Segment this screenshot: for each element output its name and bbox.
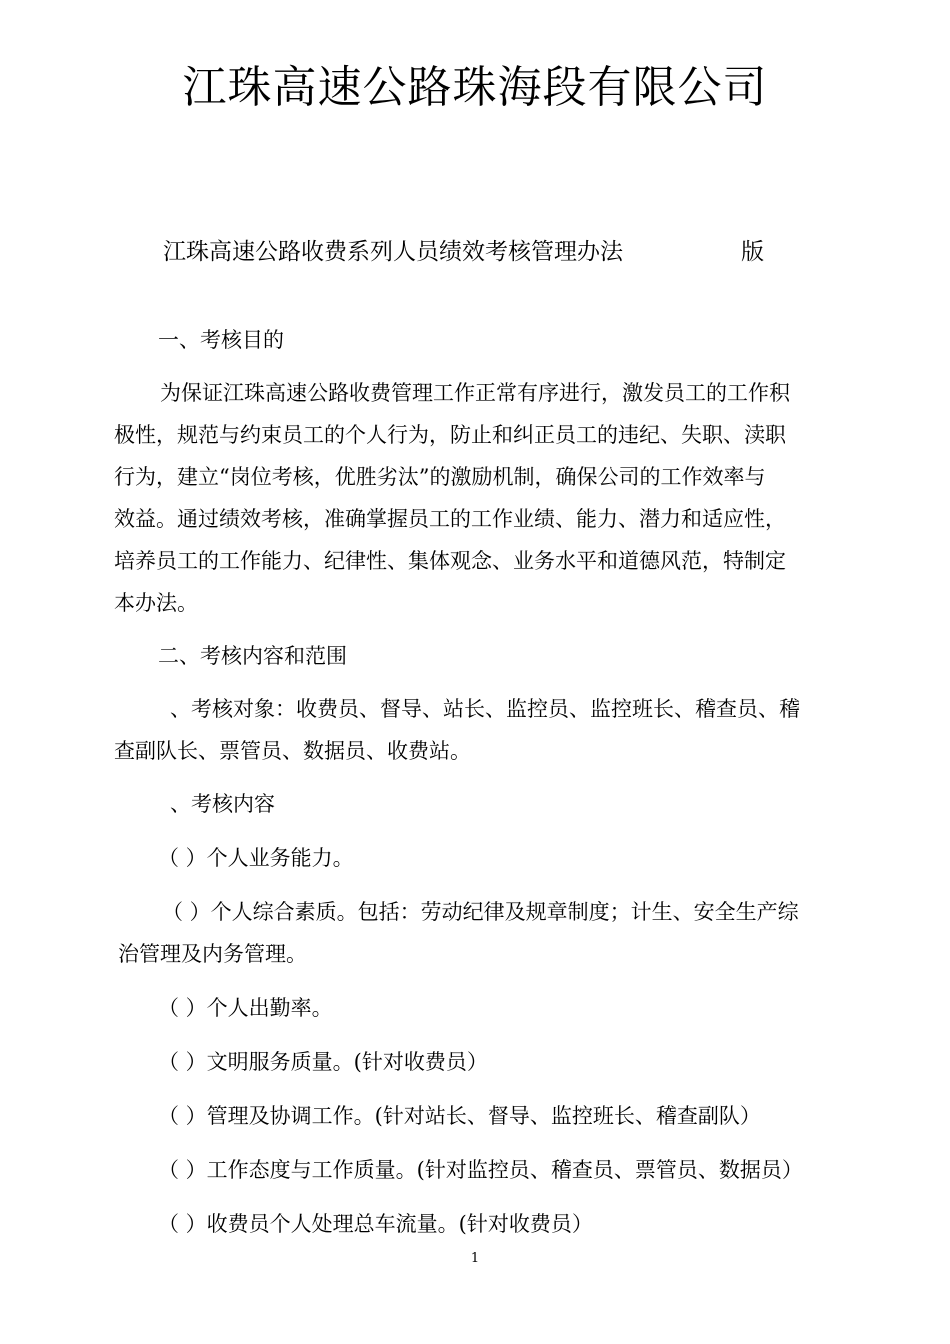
list-item: （ ）文明服务质量。(针对收费员） (158, 1050, 488, 1074)
paragraph-line: 为保证江珠高速公路收费管理工作正常有序进行，激发员工的工作积 (160, 381, 790, 405)
list-item: （ ）收费员个人处理总车流量。(针对收费员） (158, 1212, 593, 1236)
list-item: （ ）个人业务能力。 (158, 846, 354, 870)
targets-line: 、考核对象：收费员、督导、站长、监控员、监控班长、稽查员、稽 (170, 697, 800, 721)
page-number: 1 (470, 1251, 480, 1266)
company-title: 江珠高速公路珠海段有限公司 (182, 62, 768, 113)
paragraph-line: 培养员工的工作能力、纪律性、集体观念、业务水平和道德风范，特制定 (114, 549, 786, 573)
list-item: （ ）个人综合素质。包括：劳动纪律及规章制度；计生、安全生产综 (162, 900, 799, 924)
paragraph-line: 本办法。 (114, 591, 198, 615)
list-item: （ ）工作态度与工作质量。(针对监控员、稽查员、票管员、数据员） (158, 1158, 803, 1182)
paragraph-line: 行为，建立“岗位考核，优胜劣汰”的激励机制，确保公司的工作效率与 (114, 465, 766, 489)
list-item: （ ）个人出勤率。 (158, 996, 333, 1020)
section-heading-purpose: 一、考核目的 (158, 328, 284, 352)
content-heading: 、考核内容 (170, 792, 275, 816)
paragraph-line: 极性，规范与约束员工的个人行为，防止和纠正员工的违纪、失职、渎职 (114, 423, 786, 447)
targets-line: 查副队长、票管员、数据员、收费站。 (114, 739, 471, 763)
document-title-suffix: 版 (741, 239, 764, 265)
list-item: 治管理及内务管理。 (118, 942, 307, 966)
section-heading-scope: 二、考核内容和范围 (158, 644, 347, 668)
list-item: （ ）管理及协调工作。(针对站长、督导、监控班长、稽查副队） (158, 1104, 761, 1128)
paragraph-line: 效益。通过绩效考核，准确掌握员工的工作业绩、能力、潜力和适应性， (114, 507, 786, 531)
document-title: 江珠高速公路收费系列人员绩效考核管理办法 (163, 239, 623, 265)
